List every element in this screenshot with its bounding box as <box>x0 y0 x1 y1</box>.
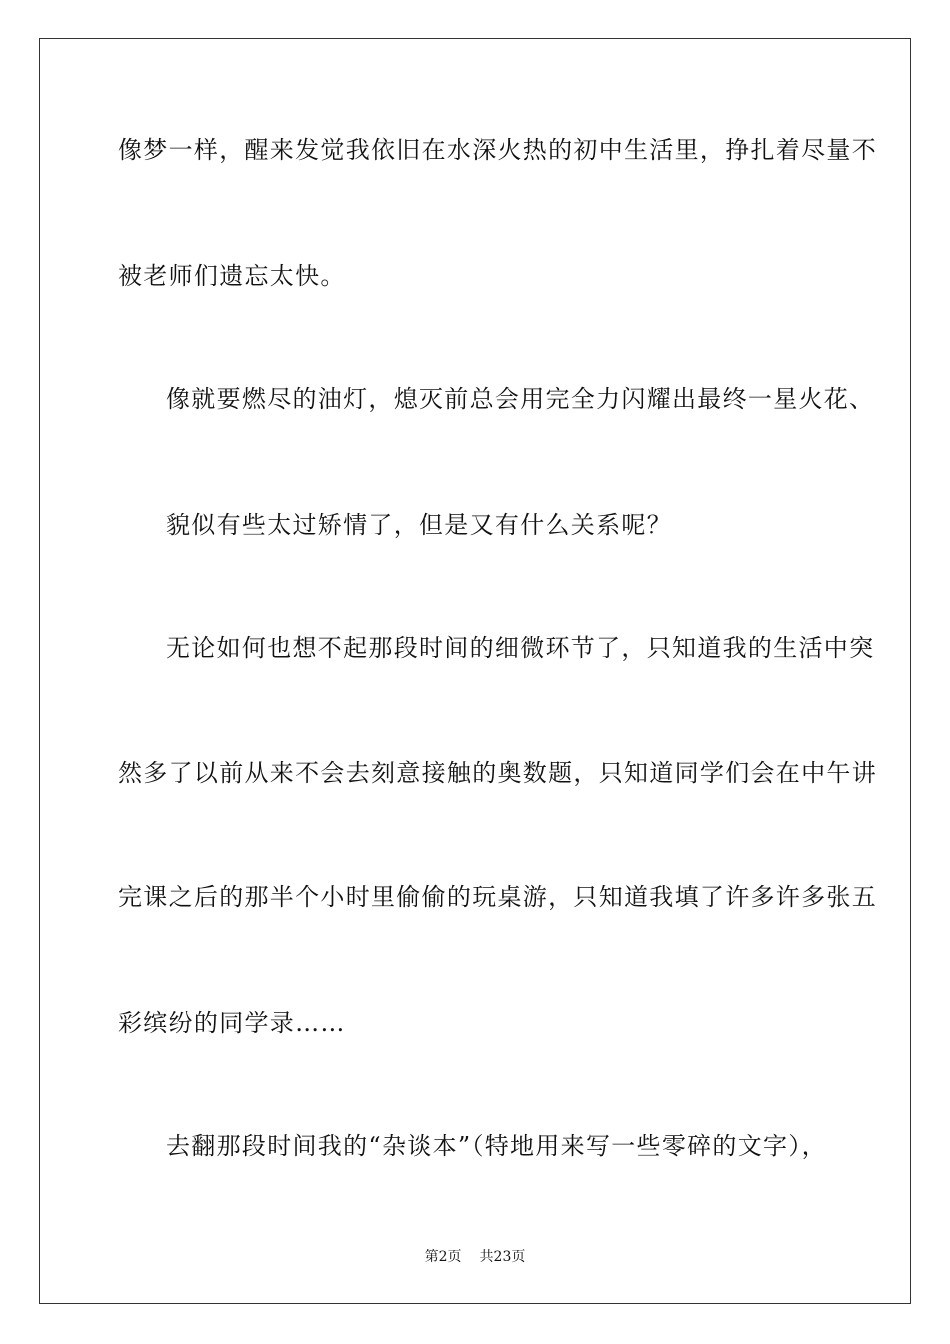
text-line: 像梦一样，醒来发觉我依旧在水深火热的初中生活里，挣扎着尽量不 <box>118 136 877 164</box>
page-border <box>39 38 911 1304</box>
text-line: 然多了以前从来不会去刻意接触的奥数题，只知道同学们会在中午讲 <box>118 759 877 787</box>
text-line: 完课之后的那半个小时里偷偷的玩桌游，只知道我填了许多许多张五 <box>118 883 877 911</box>
page-total: 共23页 <box>479 1249 526 1265</box>
text-line: 像就要燃尽的油灯，熄灭前总会用完全力闪耀出最终一星火花、 <box>166 385 875 413</box>
text-line: 被老师们遗忘太快。 <box>118 262 346 290</box>
page-footer <box>0 1247 950 1267</box>
text-line: 无论如何也想不起那段时间的细微环节了，只知道我的生活中突 <box>166 634 875 662</box>
page-number: 第2页 <box>424 1249 462 1265</box>
text-line: 彩缤纷的同学录…… <box>118 1009 346 1037</box>
text-line: 貌似有些太过矫情了，但是又有什么关系呢？ <box>166 511 672 539</box>
text-line: 去翻那段时间我的“杂谈本”（特地用来写一些零碎的文字）， <box>166 1132 827 1160</box>
